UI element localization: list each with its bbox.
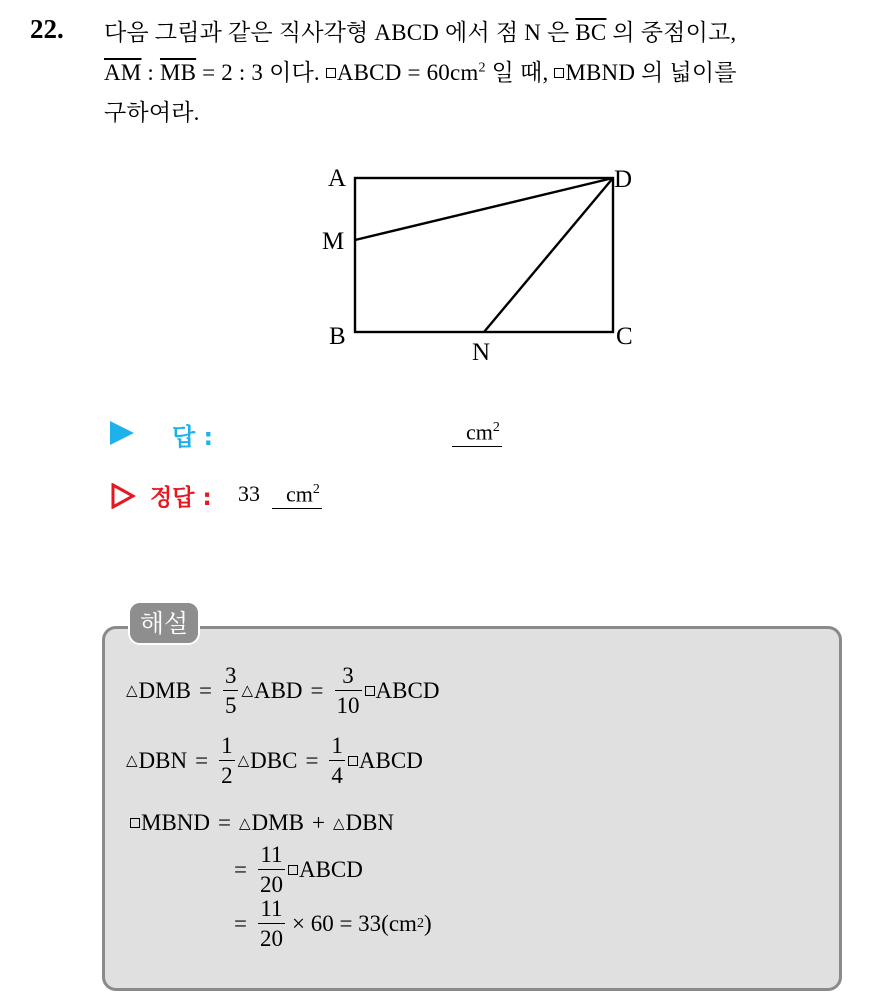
rectangle-figure xyxy=(318,160,658,370)
square-icon xyxy=(348,756,358,766)
denominator: 10 xyxy=(335,690,362,717)
answer-row xyxy=(110,421,530,455)
numerator: 3 xyxy=(224,663,237,688)
label-a: A xyxy=(328,165,347,192)
label-d: D xyxy=(614,166,633,193)
equals-sign: = xyxy=(234,856,247,882)
square-icon xyxy=(288,865,298,875)
ratio-text: = 2 : 3 이다. xyxy=(196,60,326,85)
denominator: 4 xyxy=(329,760,345,787)
result-exponent: 2 xyxy=(416,915,424,931)
when-text: 일 때, xyxy=(485,60,555,85)
equals-sign: = xyxy=(310,677,324,703)
correct-unit-blank xyxy=(272,477,322,509)
numerator: 1 xyxy=(221,733,233,758)
numerator: 11 xyxy=(260,842,283,867)
term-mbnd: MBND xyxy=(141,810,211,835)
term-dbc: DBC xyxy=(250,747,298,773)
area-exponent: 2 xyxy=(478,60,486,76)
triangle-icon: △ xyxy=(239,815,251,832)
square-icon xyxy=(554,68,564,78)
plus-sign: + xyxy=(311,810,325,835)
term-abcd: ABCD xyxy=(358,747,423,773)
area-abcd-text: ABCD = 60cm xyxy=(336,60,479,85)
close-paren: ) xyxy=(423,910,432,936)
equals-sign: = xyxy=(195,747,209,773)
solution-line-4 xyxy=(226,843,363,896)
triangle-play-icon xyxy=(110,421,134,445)
square-icon xyxy=(130,818,140,828)
fraction xyxy=(335,664,362,717)
denominator: 20 xyxy=(258,923,285,950)
segment-mb: $\overline{MB}$ xyxy=(159,60,197,85)
term-abcd: ABCD xyxy=(298,856,363,882)
square-icon xyxy=(365,686,375,696)
segment-bc: $\overline{BC}$ xyxy=(575,20,607,45)
triangle-icon: △ xyxy=(332,815,345,832)
correct-value: 33 xyxy=(238,481,260,506)
triangle-icon: △ xyxy=(241,683,253,699)
label-m: M xyxy=(322,228,345,255)
segment-md xyxy=(355,178,613,240)
solution-tag: 해설 xyxy=(128,601,200,645)
triangle-outline-icon xyxy=(110,483,136,509)
triangle-icon: △ xyxy=(237,753,250,769)
equals-sign: = xyxy=(218,810,231,835)
equals-sign: = xyxy=(234,910,247,936)
target-text: MBND 의 넓이를 xyxy=(565,60,737,85)
term-abd: ABD xyxy=(253,677,303,703)
equals-sign: = xyxy=(198,677,212,703)
solution-line-3 xyxy=(130,810,394,836)
square-icon xyxy=(326,68,336,78)
denominator: 20 xyxy=(258,869,285,896)
answer-unit-blank[interactable] xyxy=(452,415,502,447)
label-c: C xyxy=(616,323,633,350)
question-line-1 xyxy=(104,14,736,47)
label-n: N xyxy=(472,339,491,366)
times-expression: × 60 = 33(cm xyxy=(291,910,417,936)
question-line1-text: 다음 그림과 같은 직사각형 ABCD 에서 점 N 은 xyxy=(104,20,576,45)
answer-label: 답 : xyxy=(172,423,214,451)
correct-label: 정답 : xyxy=(150,485,212,511)
term-dmb: DMB xyxy=(138,677,191,703)
segment-am: $\overline{AM}$ xyxy=(104,60,142,85)
correct-unit-exponent: 2 xyxy=(312,482,320,497)
answer-unit-exponent: 2 xyxy=(492,420,500,435)
rectangle-abcd xyxy=(355,178,613,332)
fraction xyxy=(258,897,285,950)
ratio-colon: : xyxy=(141,60,160,85)
question-line-2 xyxy=(104,54,737,87)
triangle-icon: △ xyxy=(126,683,138,699)
solution-line-5 xyxy=(226,897,432,950)
term-dmb: DMB xyxy=(251,810,304,835)
answer-unit: cm xyxy=(466,419,493,445)
label-b: B xyxy=(329,323,346,350)
term-dbn: DBN xyxy=(345,810,395,835)
equals-sign: = xyxy=(305,747,319,773)
term-dbn: DBN xyxy=(138,747,188,773)
triangle-icon: △ xyxy=(126,753,138,769)
solution-line-1 xyxy=(126,664,439,717)
segment-nd xyxy=(484,178,613,332)
question-number: 22. xyxy=(30,14,64,44)
fraction xyxy=(258,843,285,896)
denominator: 5 xyxy=(223,690,239,717)
numerator: 3 xyxy=(342,663,354,688)
solution-line-2 xyxy=(126,734,423,787)
question-line1-end: 의 중점이고, xyxy=(606,20,737,45)
correct-answer-row xyxy=(110,483,370,517)
correct-unit: cm xyxy=(286,481,313,507)
denominator: 2 xyxy=(219,760,235,787)
fraction xyxy=(219,734,235,787)
fraction xyxy=(223,664,239,717)
question-line-3: 구하여라. xyxy=(104,100,200,125)
numerator: 1 xyxy=(331,733,343,758)
numerator: 11 xyxy=(260,896,283,921)
fraction xyxy=(329,734,345,787)
term-abcd: ABCD xyxy=(375,677,440,703)
